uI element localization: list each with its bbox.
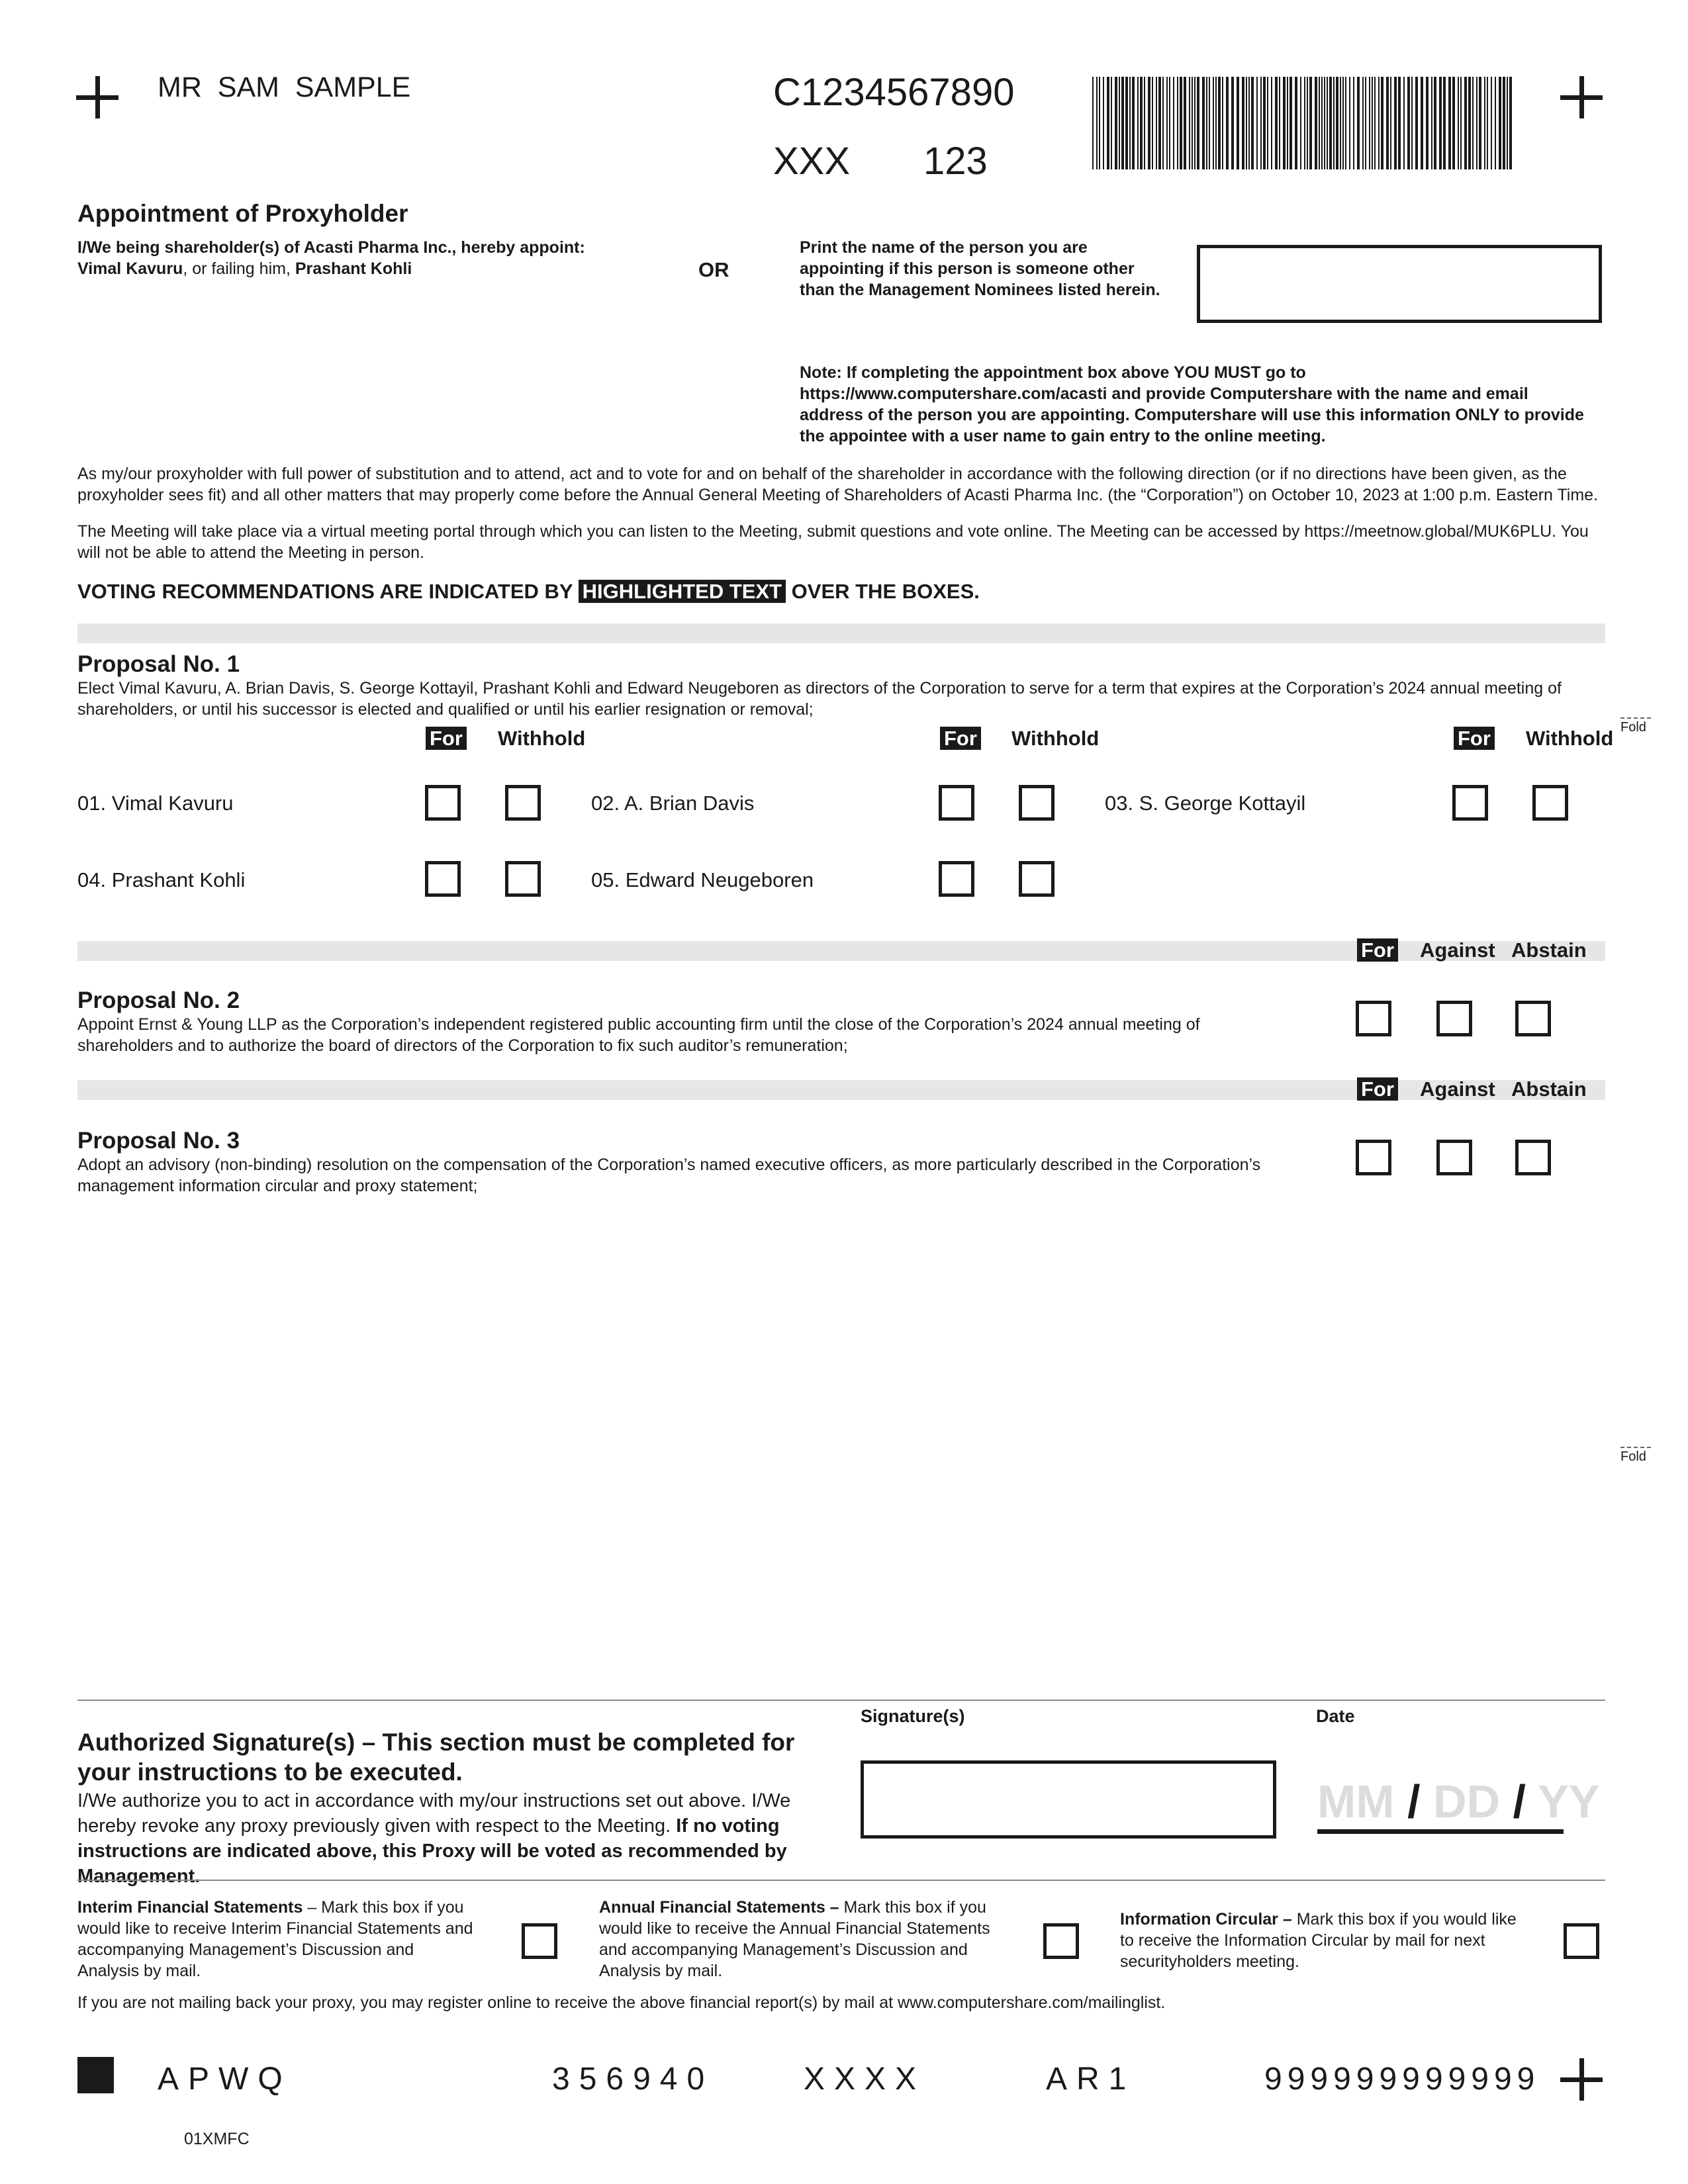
nominee-5-for-checkbox[interactable] (939, 861, 974, 897)
for-header: For (940, 727, 981, 750)
mailing-list-note: If you are not mailing back your proxy, you may register online to receive the above financial report(s) by mail at www.computershare.com/mailinglist. (77, 1993, 1166, 2012)
appointment-text-mid: , or failing him, (183, 259, 295, 278)
barcode-bar (1148, 77, 1150, 169)
barcode-bar (1222, 77, 1223, 169)
barcode-bar (1378, 77, 1380, 169)
date-input[interactable] (1317, 1774, 1600, 1834)
barcode-bar (1152, 77, 1153, 169)
withhold-header: Withhold (1526, 727, 1614, 750)
barcode-bar (1173, 77, 1174, 169)
barcode-bar (1237, 77, 1239, 169)
barcode-bar (1369, 77, 1370, 169)
proposal-1-title: Proposal No. 1 (77, 651, 240, 677)
barcode-bar (1304, 77, 1305, 169)
barcode-bar (1458, 77, 1459, 169)
barcode-bar (1242, 77, 1244, 169)
signature-title: Authorized Signature(s) – This section must be completed for your instructions to be executed. (77, 1729, 795, 1786)
corner-square (77, 2057, 114, 2093)
barcode-bar (1472, 77, 1474, 169)
nominee-1-for-checkbox[interactable] (425, 785, 461, 821)
voting-recommendation (77, 580, 980, 604)
barcode-bar (1333, 77, 1335, 169)
barcode-bar (1329, 77, 1332, 169)
annual-rest: Mark this box if you would like to receive the Annual Financial Statements and accompanying Management’s Discussion and Analysis by mail. (599, 1898, 990, 1980)
barcode-bar (1248, 77, 1250, 169)
proposal-3-abstain-checkbox[interactable] (1515, 1140, 1551, 1175)
barcode-bar (1353, 77, 1354, 169)
barcode-bar (1452, 77, 1455, 169)
nominee-2-for-checkbox[interactable] (939, 785, 974, 821)
annual-statements-checkbox[interactable] (1043, 1923, 1079, 1959)
abstain-header: Abstain (1511, 938, 1587, 962)
rec-post: OVER THE BOXES. (786, 580, 980, 603)
nominee-2: 02. A. Brian Davis (591, 792, 755, 815)
barcode-bar (1213, 77, 1214, 169)
interim-statements-checkbox[interactable] (522, 1923, 557, 1959)
barcode-bar (1503, 77, 1505, 169)
against-header: Against (1420, 1077, 1495, 1101)
barcode-bar (1267, 77, 1268, 169)
signature-text-bold: If no voting instructions are indicated above, this Proxy will be voted as recommended by Management. (77, 1815, 787, 1887)
barcode-bar (1336, 77, 1338, 169)
barcode-bar (1189, 77, 1190, 169)
withhold-header: Withhold (498, 727, 586, 750)
barcode-bar (1321, 77, 1323, 169)
nominee-4-withhold-checkbox[interactable] (505, 861, 541, 897)
barcode-bar (1099, 77, 1100, 169)
for-header: For (1357, 938, 1398, 962)
barcode-bar (1479, 77, 1481, 169)
registration-mark (1560, 76, 1603, 118)
date-mm: MM (1317, 1776, 1395, 1827)
barcode-bar (1140, 77, 1143, 169)
barcode-bar (1421, 77, 1423, 169)
footer-code-2: 356940 (552, 2062, 714, 2097)
barcode-bar (1460, 77, 1462, 169)
fold-mark: Fold (1620, 717, 1651, 735)
barcode-bar (1342, 77, 1344, 169)
for-header: For (426, 727, 467, 750)
barcode-bar (1507, 77, 1508, 169)
for-header: For (1357, 1077, 1398, 1101)
appointment-note: Note: If completing the appointment box above YOU MUST go to https://www.computershare.com/acasti and provide Computershare with the name and email address of the person you are appointing. Computershare will use this information ONLY to provide the appointee with a user name to gain entry to the online meeting. (800, 363, 1584, 445)
nominee-3: 03. S. George Kottayil (1105, 792, 1306, 815)
barcode-bar (1390, 77, 1391, 169)
barcode-bar (1226, 77, 1229, 169)
appointment-text (77, 237, 627, 279)
barcode-bar (1162, 77, 1164, 169)
nominee-4-for-checkbox[interactable] (425, 861, 461, 897)
nominee-4: 04. Prashant Kohli (77, 868, 246, 891)
interim-statements-text (77, 1897, 475, 1981)
barcode-bar (1251, 77, 1254, 169)
proposal-2-for-checkbox[interactable] (1356, 1001, 1391, 1036)
barcode-bar (1289, 77, 1292, 169)
barcode-bar (1197, 77, 1199, 169)
barcode-bar (1403, 77, 1405, 169)
barcode-bar (1209, 77, 1210, 169)
barcode-bar (1119, 77, 1120, 169)
barcode-bar (1096, 77, 1098, 169)
barcode-bar (1315, 77, 1317, 169)
barcode-bar (1231, 77, 1234, 169)
barcode-bar (1340, 77, 1341, 169)
barcode-bar (1246, 77, 1247, 169)
barcode-bar (1431, 77, 1432, 169)
barcode-bar (1491, 77, 1492, 169)
footer-code-1: APWQ (158, 2062, 292, 2097)
barcode-bar (1092, 77, 1094, 169)
footer-code-6: 01XMFC (184, 2130, 250, 2148)
barcode-bar (1121, 77, 1124, 169)
barcode-bar (1132, 77, 1135, 169)
annual-statements-text (599, 1897, 1003, 1981)
barcode-bar (1349, 77, 1350, 169)
account-number: C1234567890 (773, 71, 1015, 114)
barcode-bar (1426, 77, 1429, 169)
nominee-3-withhold-checkbox[interactable] (1532, 785, 1568, 821)
barcode-bar (1374, 77, 1376, 169)
divider (77, 1700, 1605, 1701)
barcode-bar (1448, 77, 1451, 169)
barcode-bar (1300, 77, 1301, 169)
footer-code-3: XXXX (804, 2062, 926, 2097)
barcode-bar (1256, 77, 1258, 169)
barcode-bar (1111, 77, 1112, 169)
barcode-bar (1307, 77, 1308, 169)
signature-input[interactable] (861, 1760, 1276, 1839)
abstain-header: Abstain (1511, 1077, 1587, 1101)
barcode-bar (1166, 77, 1168, 169)
barcode-bar (1271, 77, 1272, 169)
barcode-bar (1129, 77, 1131, 169)
barcode-bar (1202, 77, 1205, 169)
circular-rest: Mark this box if you would like to receive the Information Circular by mail for next securityholders meeting. (1120, 1910, 1517, 1971)
or-label: OR (698, 258, 729, 281)
barcode-bar (1103, 77, 1104, 169)
nominee-1: 01. Vimal Kavuru (77, 792, 234, 815)
circular-bold: Information Circular – (1120, 1910, 1292, 1929)
nominee-5-withhold-checkbox[interactable] (1019, 861, 1055, 897)
barcode-bar (1464, 77, 1467, 169)
barcode-bar (1275, 77, 1278, 169)
appointee-name-input[interactable] (1197, 245, 1602, 323)
nominee-2-withhold-checkbox[interactable] (1019, 785, 1055, 821)
barcode-bar (1263, 77, 1266, 169)
proposal-2-against-checkbox[interactable] (1436, 1001, 1472, 1036)
barcode-bar (1115, 77, 1117, 169)
proposal-2-text: Appoint Ernst & Young LLP as the Corporation’s independent registered public accounting firm until the close of the Corporation’s 2024 annual meeting of shareholders and to authorize the board of directors of the Corporation to fix such auditor’s remuneration; (77, 1015, 1200, 1055)
code-xxx: XXX (773, 140, 851, 183)
barcode-bar (1287, 77, 1288, 169)
withhold-header: Withhold (1011, 727, 1100, 750)
against-header: Against (1420, 938, 1495, 962)
barcode-bar (1487, 77, 1488, 169)
barcode-bar (1137, 77, 1139, 169)
barcode-bar (1365, 77, 1366, 169)
proposal-2-abstain-checkbox[interactable] (1515, 1001, 1551, 1036)
barcode-bar (1169, 77, 1170, 169)
barcode-bar (1192, 77, 1193, 169)
shareholder-name: MR SAM SAMPLE (158, 71, 411, 103)
footer-code-4: AR1 (1046, 2062, 1136, 2097)
appointment-title: Appointment of Proxyholder (77, 200, 408, 227)
section-divider (77, 623, 1605, 643)
nominee-5: 05. Edward Neugeboren (591, 868, 814, 891)
barcode-bar (1324, 77, 1325, 169)
barcode-bar (1439, 77, 1442, 169)
registration-mark (1560, 2058, 1603, 2101)
barcode-bar (1177, 77, 1178, 169)
barcode-bar (1362, 77, 1364, 169)
barcode-bar (1319, 77, 1320, 169)
information-circular-checkbox[interactable] (1564, 1923, 1599, 1959)
barcode-bar (1345, 77, 1346, 169)
interim-bold: Interim Financial Statements (77, 1898, 303, 1917)
barcode-bar (1415, 77, 1418, 169)
print-name-instructions: Print the name of the person you are appointing if this person is someone other than the Management Nominees listed herein. (800, 238, 1160, 299)
signature-text-regular: I/We authorize you to act in accordance with my/our instructions set out above. I/We hereby revoke any proxy previously given with respect to the Meeting. (77, 1790, 791, 1837)
barcode-bar (1184, 77, 1186, 169)
barcode-bar (1411, 77, 1413, 169)
meeting-paragraph: The Meeting will take place via a virtual meeting portal through which you can listen to the Meeting, submit questions and vote online. The Meeting can be accessed by https://meetnow.global/MUK6PLU. You will not be able to attend the Meeting in person. (77, 522, 1589, 562)
for-header: For (1454, 727, 1495, 750)
nominee-3-for-checkbox[interactable] (1452, 785, 1488, 821)
barcode-bar (1260, 77, 1262, 169)
barcode-bar (1309, 77, 1312, 169)
divider (77, 1880, 1605, 1881)
appointment-text-bold2: Prashant Kohli (295, 259, 412, 278)
barcode-bar (1495, 77, 1496, 169)
date-slash: / (1513, 1776, 1526, 1827)
barcode-bar (1484, 77, 1485, 169)
barcode-bar (1386, 77, 1389, 169)
barcode-bar (1509, 77, 1512, 169)
proposal-2-title: Proposal No. 2 (77, 987, 240, 1013)
barcode-bar (1215, 77, 1217, 169)
rec-pre: VOTING RECOMMENDATIONS ARE INDICATED BY (77, 580, 579, 603)
barcode-bar (1180, 77, 1182, 169)
barcode-bar (1327, 77, 1328, 169)
rec-highlight: HIGHLIGHTED TEXT (579, 580, 786, 603)
fold-mark: Fold (1620, 1447, 1651, 1465)
barcode-bar (1156, 77, 1157, 169)
date-slash: / (1407, 1776, 1421, 1827)
information-circular-text (1120, 1909, 1517, 1972)
barcode-bar (1206, 77, 1207, 169)
proposal-3-for-checkbox[interactable] (1356, 1140, 1391, 1175)
date-label: Date (1316, 1706, 1355, 1726)
proposal-1-text: Elect Vimal Kavuru, A. Brian Davis, S. George Kottayil, Prashant Kohli and Edward Neugeboren as directors of the Corporation to serve for a term that expires at the Corporation’s 2024 annual meeting of shareholders, or until his successor is elected and qualified or until his earlier resignation or removal; (77, 679, 1562, 719)
barcode (1092, 77, 1516, 169)
appointment-text-bold: I/We being shareholder(s) of Acasti Pharma Inc., hereby appoint: Vimal Kavuru (77, 238, 585, 278)
barcode-bar (1499, 77, 1501, 169)
interim-rest: – Mark this box if you would like to receive Interim Financial Statements and accompanying Management’s Discussion and Analysis by mail. (77, 1898, 473, 1980)
barcode-bar (1476, 77, 1477, 169)
barcode-bar (1357, 77, 1360, 169)
barcode-bar (1381, 77, 1383, 169)
proposal-3-against-checkbox[interactable] (1436, 1140, 1472, 1175)
nominee-1-withhold-checkbox[interactable] (505, 785, 541, 821)
barcode-bar (1468, 77, 1471, 169)
barcode-bar (1372, 77, 1373, 169)
barcode-bar (1125, 77, 1128, 169)
proposal-3-title: Proposal No. 3 (77, 1128, 240, 1154)
barcode-bar (1218, 77, 1221, 169)
code-123: 123 (923, 140, 988, 183)
barcode-bar (1194, 77, 1196, 169)
barcode-bar (1398, 77, 1401, 169)
proxy-paragraph: As my/our proxyholder with full power of substitution and to attend, act and to vote for and on behalf of the shareholder in accordance with the following direction (or if no directions have been given, as the proxyholder sees fit) and all other matters that may properly come before the Annual General Meeting of Shareholders of Acasti Pharma Inc. (the “Corporation”) on October 10, 2023 at 1:00 p.m. Eastern Time. (77, 465, 1599, 504)
date-yy: YY (1538, 1776, 1600, 1827)
barcode-bar (1144, 77, 1145, 169)
proposal-3-text: Adopt an advisory (non-binding) resolution on the compensation of the Corporation’s named executive officers, as more particularly described in the Corporation’s management information circular and proxy statement; (77, 1156, 1261, 1195)
barcode-bar (1443, 77, 1446, 169)
barcode-bar (1434, 77, 1436, 169)
annual-bold: Annual Financial Statements – (599, 1898, 839, 1917)
signature-text (77, 1788, 832, 1889)
barcode-bar (1295, 77, 1297, 169)
barcode-bar (1283, 77, 1286, 169)
barcode-bar (1394, 77, 1397, 169)
barcode-bar (1407, 77, 1410, 169)
barcode-bar (1279, 77, 1280, 169)
barcode-bar (1158, 77, 1161, 169)
footer-code-5: 999999999999 (1264, 2062, 1540, 2097)
date-dd: DD (1432, 1776, 1501, 1827)
registration-mark (76, 76, 118, 118)
signature-label: Signature(s) (861, 1706, 965, 1726)
barcode-bar (1107, 77, 1109, 169)
